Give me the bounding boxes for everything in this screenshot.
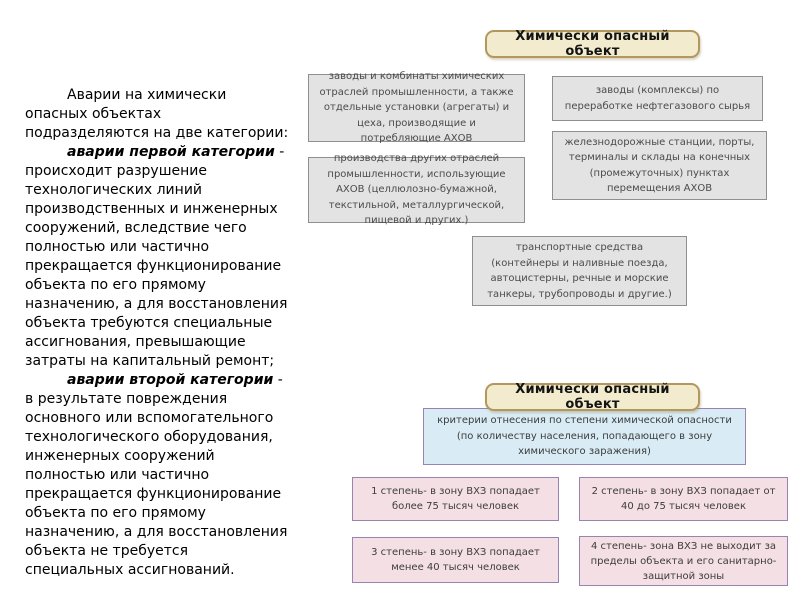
- box-oil-gas-refineries: заводы (комплексы) по переработке нефтегазового сырья: [552, 76, 763, 121]
- first-category-lead: аварии первой категории: [67, 144, 275, 160]
- box-transport-vehicles: транспортные средства (контейнеры и наливные поезда, автоцистерны, речные и морские танкеры, трубопроводы и другие.): [472, 236, 687, 306]
- second-category-lead: аварии второй категории: [67, 372, 274, 388]
- second-category-text: - в результате повреждения основного или вспомогательного технологического оборудования, инженерных сооружений полностью или частично прекращается функционирование объекта по его прямому назначению, а для восстановления объекта не требуется специальных ассигнований.: [25, 372, 288, 578]
- intro-paragraph: [25, 86, 289, 143]
- first-category-paragraph: [25, 143, 289, 371]
- second-category-paragraph: [25, 371, 289, 580]
- degree-4-box: 4 степень- зона ВХЗ не выходит за пределы объекта и его санитарно-защитной зоны: [579, 536, 788, 586]
- criteria-box: критерии отнесения по степени химической опасности (по количеству населения, попадающего в зону химического заражения): [423, 408, 746, 465]
- first-category-text: - происходит разрушение технологических линий производственных и инженерных сооружений, вследствие чего полностью или частично прекращается функционирование объекта по его прямому назначению, а для восстановления объекта требуются специальные ассигнования, превышающие затраты на капитальный ремонт;: [25, 144, 288, 369]
- box-railway-stations: железнодорожные станции, порты, терминалы и склады на конечных (промежуточных) пунктах перемещения АХОВ: [552, 131, 767, 200]
- left-text-block: [25, 86, 289, 580]
- degree-2-box: 2 степень- в зону ВХЗ попадает от 40 до 75 тысяч человек: [579, 477, 788, 521]
- degree-3-box: 3 степень- в зону ВХЗ попадает менее 40 тысяч человек: [352, 537, 559, 583]
- top-diagram-title: Химически опасный объект: [485, 30, 700, 58]
- degree-1-box: 1 степень- в зону ВХЗ попадает более 75 тысяч человек: [352, 477, 559, 521]
- intro-text: Аварии на химически опасных объектах подразделяются на две категории:: [25, 87, 289, 141]
- bottom-diagram-title: Химически опасный объект: [485, 383, 700, 411]
- box-chemical-plants: заводы и комбинаты химических отраслей промышленности, а также отдельные установки (агрегаты) и цеха, производящие и потребляющие АХОВ: [308, 74, 525, 142]
- box-other-industries: производства других отраслей промышленности, использующие АХОВ (целлюлозно-бумажной, текстильной, металлургической, пищевой и других.): [308, 157, 525, 223]
